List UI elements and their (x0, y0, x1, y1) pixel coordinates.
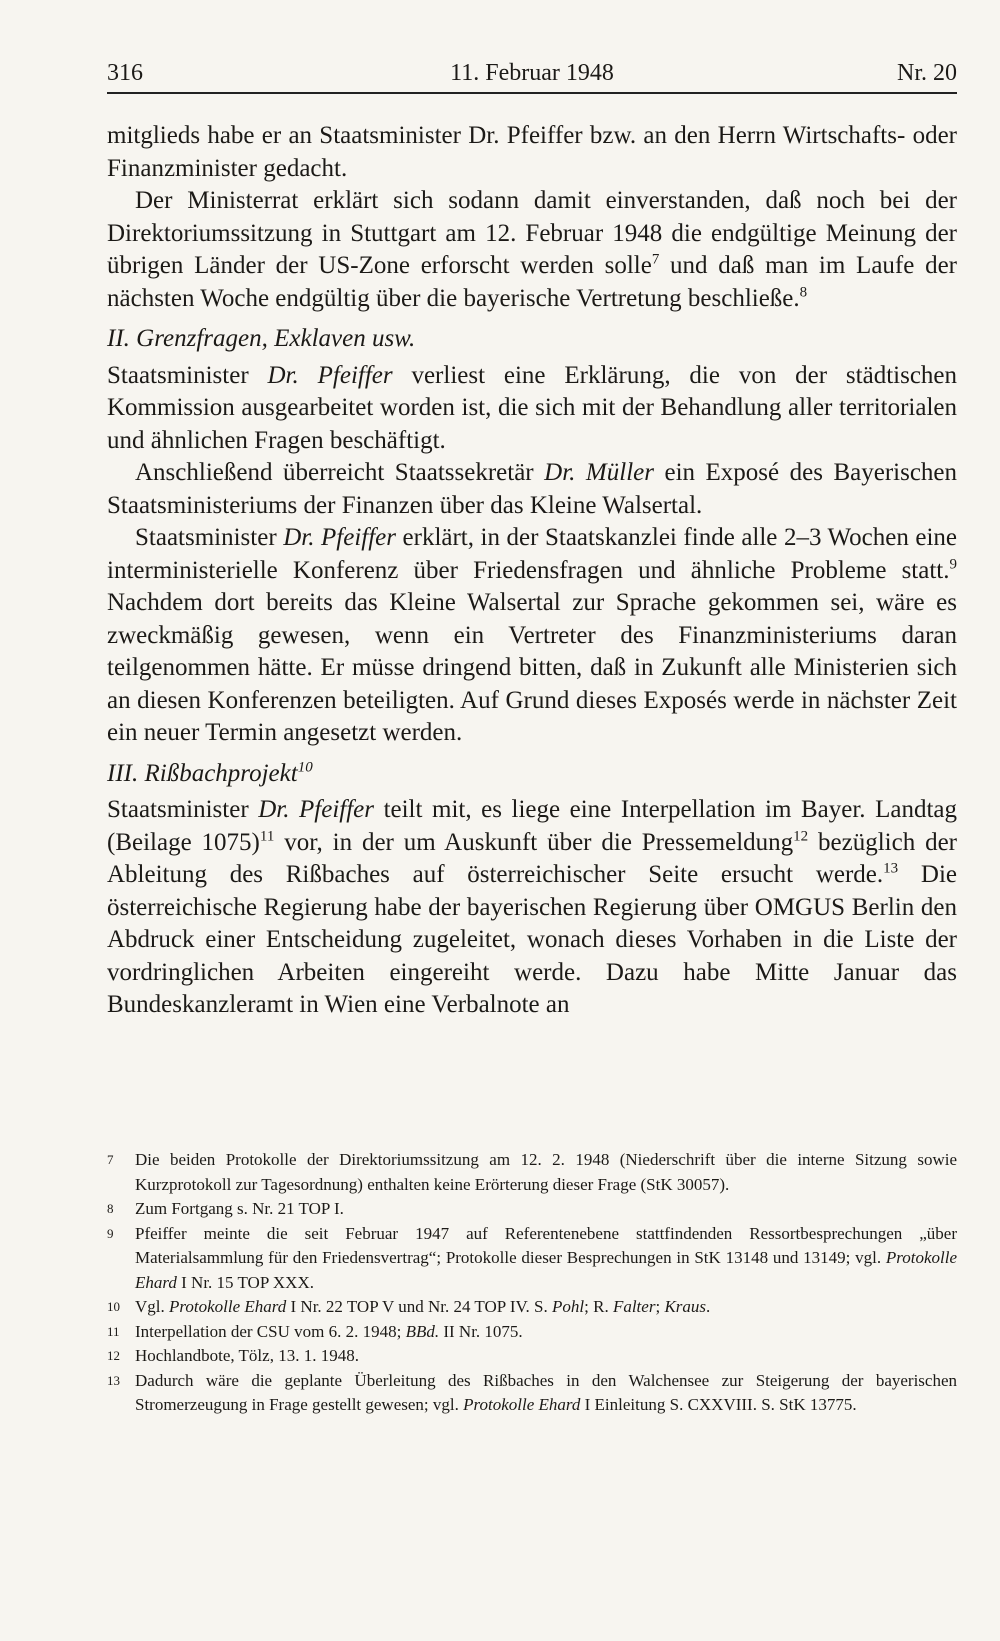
person-name: Müller (585, 459, 654, 486)
footnote: 10 Vgl. Protokolle Ehard I Nr. 22 TOP V und Nr. 24 TOP IV. S. Pohl; R. Falter; Kraus. (107, 1295, 957, 1320)
footnotes (107, 1148, 957, 1418)
footnote-ref: 10 (297, 759, 313, 776)
footnote: 9 Pfeiffer meinte die seit Februar 1947 auf Referentenebene stattfindenden Ressortbesprechungen „über Materialsammlung für den Friedensvertrag“; Protokolle dieser Besprechungen in StK 13148 und 13149; vgl. Protokolle Ehard I Nr. 15 TOP XXX. (107, 1222, 957, 1296)
section-heading: II. Grenzfragen, Exklaven usw. (107, 325, 416, 352)
paragraph: mitglieds habe er an Staatsminister Dr. Pfeiffer bzw. an den Herrn Wirtschafts- oder Finanzminister gedacht. (107, 122, 957, 182)
footnote: 8 Zum Fortgang s. Nr. 21 TOP I. (107, 1197, 957, 1222)
footnote: 13 Dadurch wäre die geplante Überleitung des Rißbaches in den Walchensee zur Steigerung der bayerischen Stromerzeugung in Frage gestellt gewesen; vgl. Protokolle Ehard I Einleitung S. CXXVIII. S. StK 13775. (107, 1369, 957, 1418)
footnote-ref: 12 (793, 828, 809, 845)
footnote-ref: 9 (949, 556, 957, 573)
footnote-number: 9 (107, 1225, 114, 1241)
footnote-number: 8 (107, 1201, 114, 1216)
page-number: 316 (107, 60, 143, 86)
footnote-ref: 8 (799, 284, 808, 301)
paragraph: Staatsminister Dr. Pfeiffer erklärt, in der Staatskanzlei finde alle 2–3 Wochen eine interministerielle Konferenz über Friedensfragen und ähnliche Probleme statt.$^9$ Nachdem dort bereits das Kleine Walsertal zur Sprache gekommen sei, wäre es zweckmäßig gewesen, wenn ein Vertreter des Finanzministeriums daran teilgenommen hätte. Er müsse dringend bitten, daß in Zukunft alle Ministerien sich an diesen Konferenzen beteiligten. Auf Grund dieses Exposés werde in nächster Zeit ein neuer Termin angesetzt werden. (107, 524, 957, 746)
header-date: 11. Februar 1948 (450, 60, 614, 86)
footnote-ref: 7 (651, 251, 660, 268)
person-name: Pfeiffer (321, 524, 396, 551)
footnote-number: 7 (107, 1152, 114, 1167)
main-text (107, 120, 957, 1022)
document-number: Nr. 20 (897, 60, 957, 86)
paragraph: Der Ministerrat erklärt sich sodann damit einverstanden, daß noch bei der Direktoriumssitzung in Stuttgart am 12. Februar 1948 die endgültige Meinung der übrigen Länder der US-Zone erforscht werden solle$^7$ und daß man im Laufe der nächsten Woche endgültig über die bayerische Vertretung beschließe.$^8$ (107, 187, 957, 312)
person-name: Pfeiffer (299, 796, 375, 823)
paragraph: Anschließend überreicht Staatssekretär Dr. Müller ein Exposé des Bayerischen Staatsministeriums der Finanzen über das Kleine Walsertal. (107, 459, 958, 519)
footnote-number: 10 (107, 1299, 120, 1314)
paragraph: Staatsminister Dr. Pfeiffer teilt mit, es liege eine Interpellation im Bayer. Landtag (Beilage 1075)$^{11}$ vor, in der um Auskunft über die Pressemeldung$^{12}$ bezüglich der Ableitung des Rißbaches auf österreichischer Seite ersucht werde.$^{13}$ Die österreichische Regierung habe der bayerischen Regierung über OMGUS Berlin den Abdruck einer Entscheidung zugeleitet, wonach dieses Vorhaben in die Liste der vordringlichen Arbeiten eingereiht werde. Dazu habe Mitte Januar das Bundeskanzleramt in Wien eine Verbalnote an (107, 796, 958, 1018)
footnote-number: 11 (107, 1323, 120, 1339)
footnote-number: 13 (107, 1372, 120, 1388)
footnote-number: 12 (107, 1348, 120, 1363)
paragraph: Staatsminister Dr. Pfeiffer verliest eine Erklärung, die von der städtischen Kommission ausgearbeitet worden ist, die sich mit der Behandlung aller territorialen und ähnlichen Fragen beschäftigt. (107, 361, 958, 454)
footnote-ref: 13 (883, 860, 899, 877)
footnote: 11 Interpellation der CSU vom 6. 2. 1948; BBd. II Nr. 1075. (107, 1320, 957, 1345)
section-heading: III. Rißbachprojekt$^{10}$ (107, 759, 313, 787)
running-header (107, 58, 957, 94)
person-name: Pfeiffer (317, 361, 393, 389)
footnote-ref: 11 (259, 828, 275, 845)
footnote: 7 Die beiden Protokolle der Direktoriumssitzung am 12. 2. 1948 (Niederschrift über die interne Sitzung sowie Kurzprotokoll zur Tagesordnung) enthalten keine Erörterung dieser Frage (StK 30057). (107, 1148, 957, 1197)
footnote: 12 Hochlandbote, Tölz, 13. 1. 1948. (107, 1344, 957, 1369)
